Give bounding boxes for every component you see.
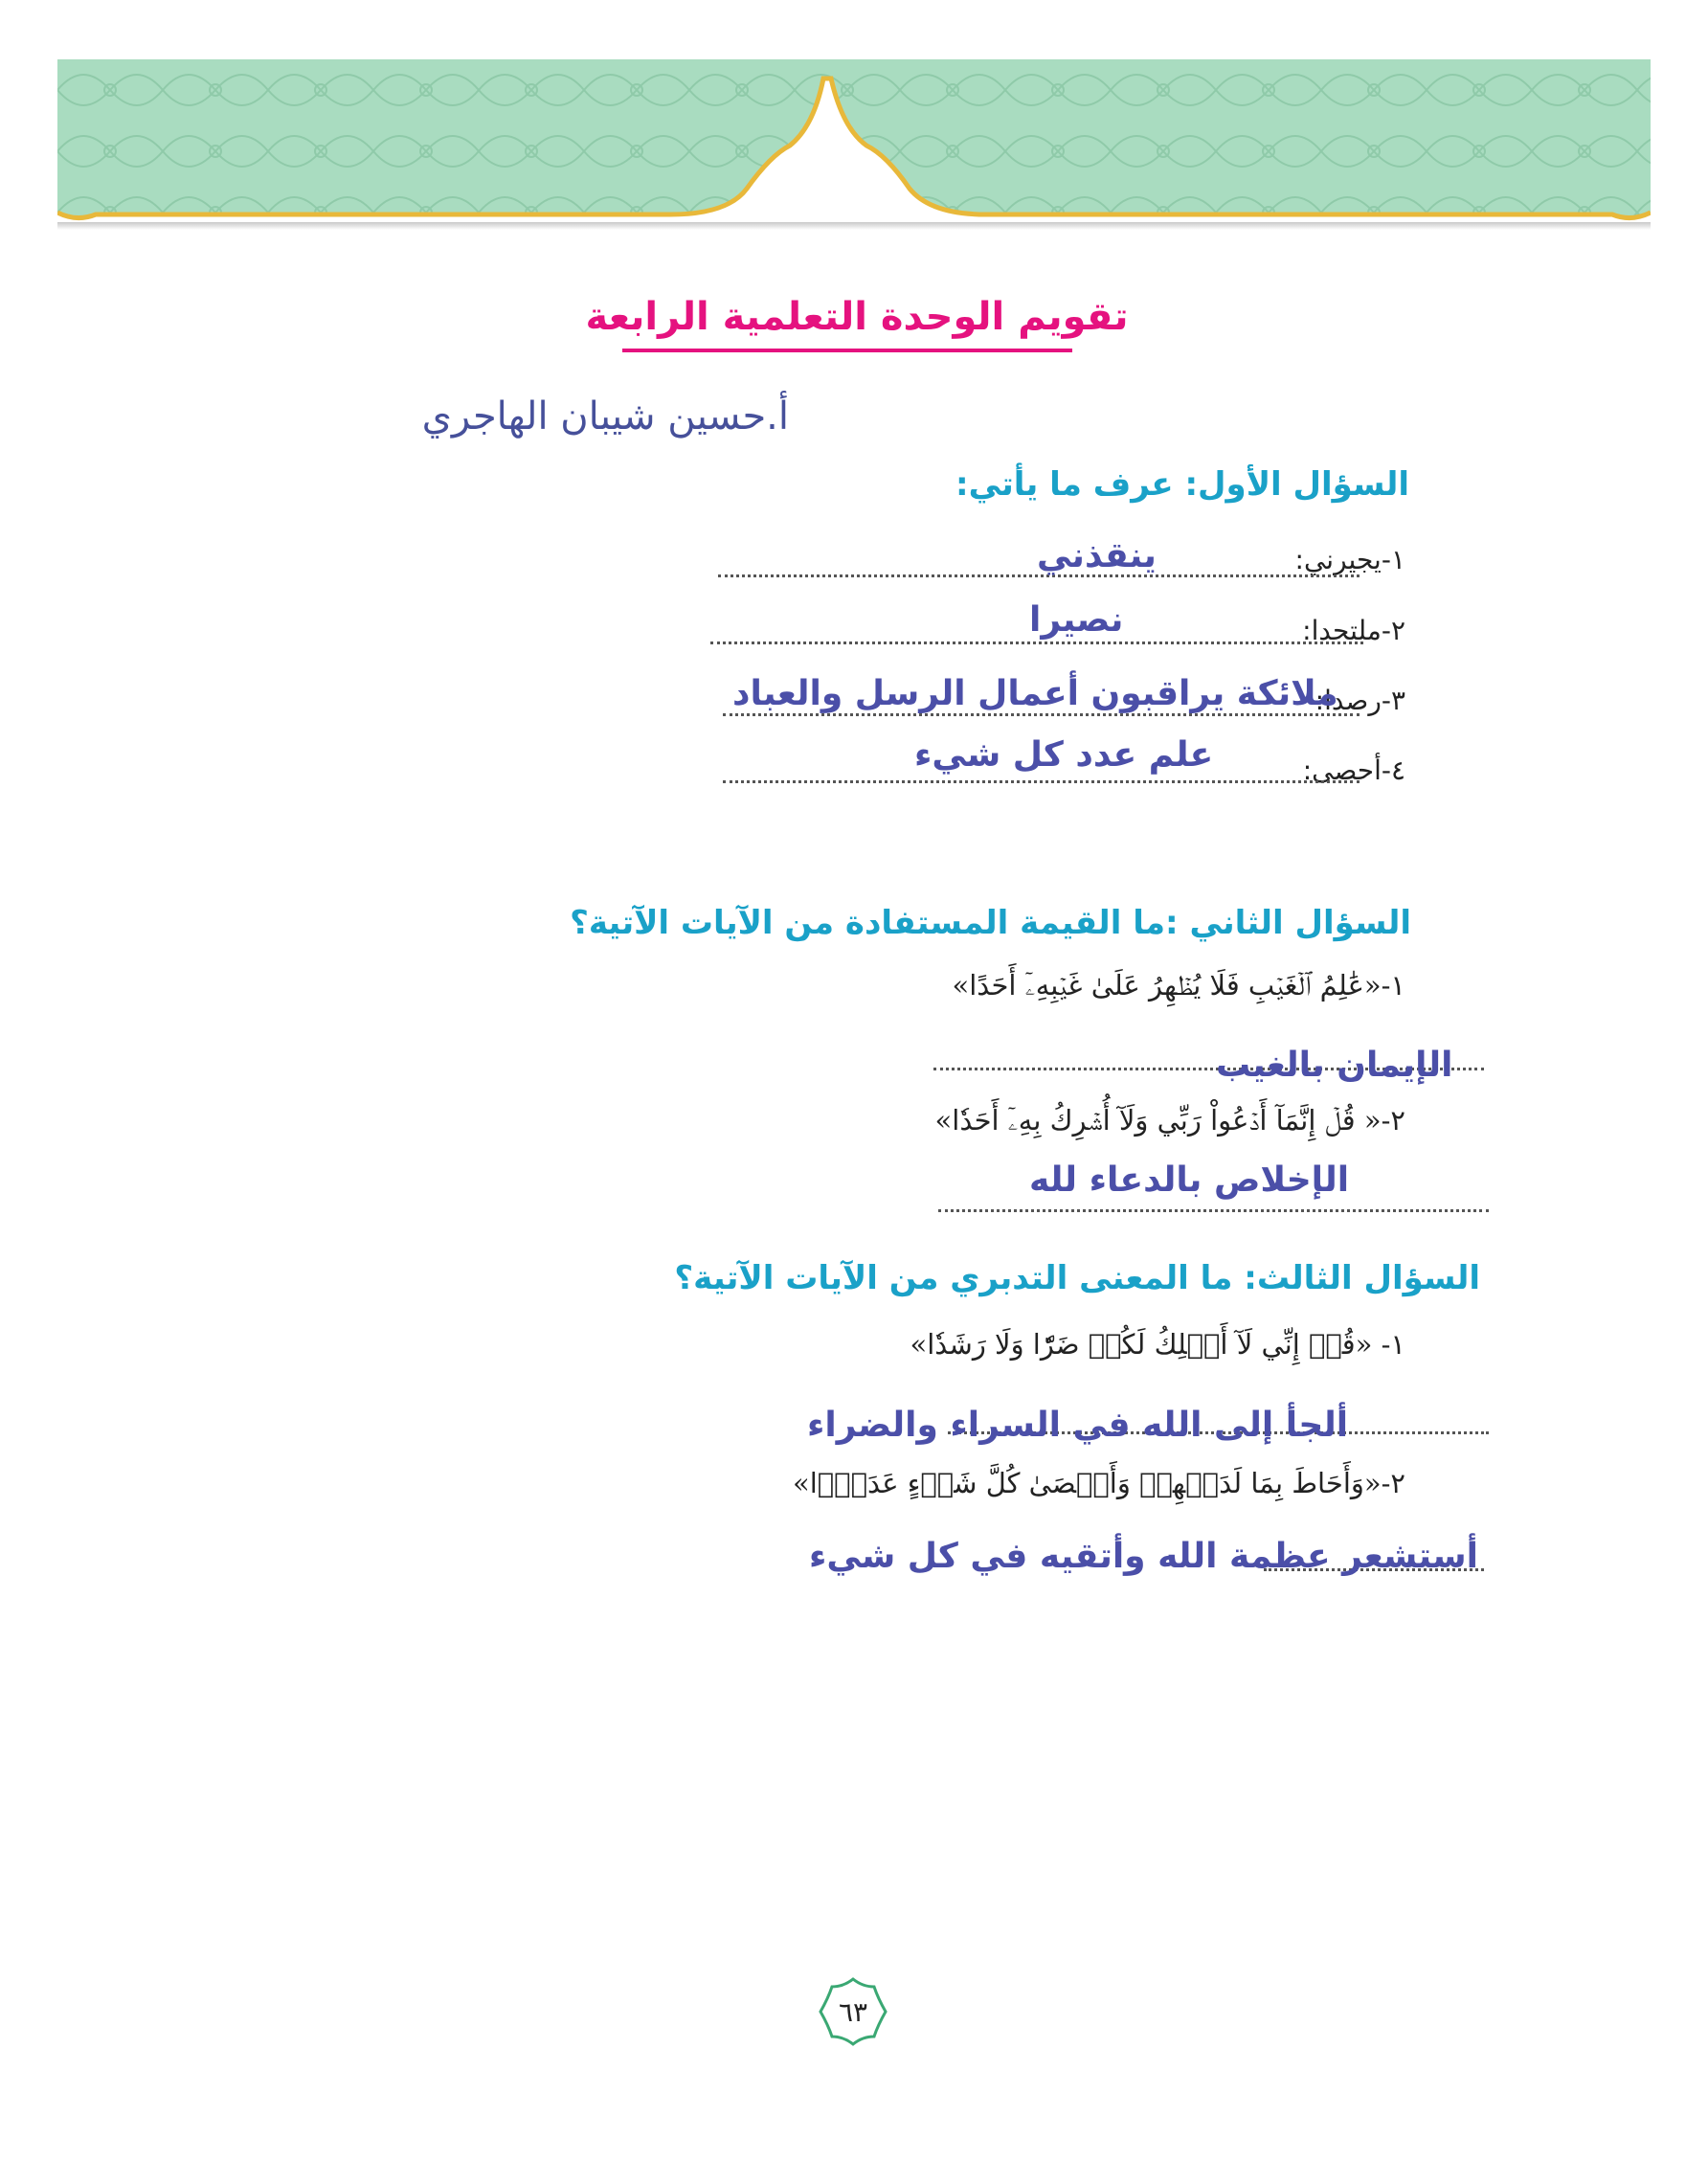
q1-item-3-answer: ملائكة يراقبون أعمال الرسل والعباد	[732, 674, 1338, 713]
q1-item-4-label: ٤-أحصى:	[1302, 754, 1405, 786]
q1-item-1-answer: ينقذني	[1037, 536, 1157, 575]
answer-line	[723, 780, 1360, 783]
question-2-heading: السؤال الثاني :ما القيمة المستفادة من الآيات الآتية؟	[570, 904, 1411, 942]
q3-item-1-answer: ألجأ إلى الله في السراء والضراء	[807, 1406, 1349, 1445]
answer-line	[723, 713, 1360, 716]
answer-line	[710, 642, 1363, 644]
q1-item-1-label: ١-يجيرني:	[1294, 544, 1405, 575]
header-banner	[57, 59, 1651, 227]
answer-line	[938, 1209, 1489, 1212]
author-name: أ.حسين شيبان الهاجري	[421, 394, 789, 439]
banner-shadow	[57, 222, 1651, 230]
q3-item-2-verse: ٢-«وَأَحَاطَ بِمَا لَدَيۡهِمۡ وَأَحۡصَىٰ كُلَّ شَيۡءٍ عَدَدَۢا»	[792, 1467, 1405, 1499]
q3-item-2-answer: أستشعر عظمة الله وأتقيه في كل شيء	[809, 1537, 1478, 1576]
q2-item-2-verse: ٢-« قُلۡ إِنَّمَآ أَدۡعُواْ رَبِّي وَلَآ أُشۡرِكُ بِهِۦٓ أَحَدٗا»	[934, 1104, 1405, 1137]
q1-item-2-answer: نصيرا	[1029, 600, 1124, 640]
page-number: ٦٣	[838, 1995, 868, 2028]
q1-item-3-label: ٣-رصدا:	[1315, 685, 1405, 716]
question-3-heading: السؤال الثالث: ما المعنى التدبري من الآيات الآتية؟	[674, 1259, 1480, 1297]
question-1-heading: السؤال الأول: عرف ما يأتي:	[955, 465, 1409, 504]
ornament-pattern	[57, 59, 1651, 227]
page-title: تقويم الوحدة التعلمية الرابعة	[585, 295, 1129, 339]
q1-item-2-label: ٢-ملتحدا:	[1302, 615, 1405, 646]
q3-item-1-verse: ١- «قُلۡ إِنِّي لَآ أَمۡلِكُ لَكُمۡ ضَرّٗا وَلَا رَشَدٗا»	[910, 1328, 1405, 1361]
q2-item-1-verse: ١-«عَٰلِمُ ٱلۡغَيۡبِ فَلَا يُظۡهِرُ عَلَىٰ غَيۡبِهِۦٓ أَحَدًا»	[952, 969, 1405, 1002]
title-underline	[622, 349, 1072, 352]
q2-item-1-answer: الإيمان بالغيب	[1216, 1046, 1453, 1085]
q2-item-2-answer: الإخلاص بالدعاء لله	[1029, 1160, 1350, 1200]
q1-item-4-answer: علم عدد كل شيء	[914, 735, 1214, 775]
page-number-badge	[815, 1973, 891, 2050]
